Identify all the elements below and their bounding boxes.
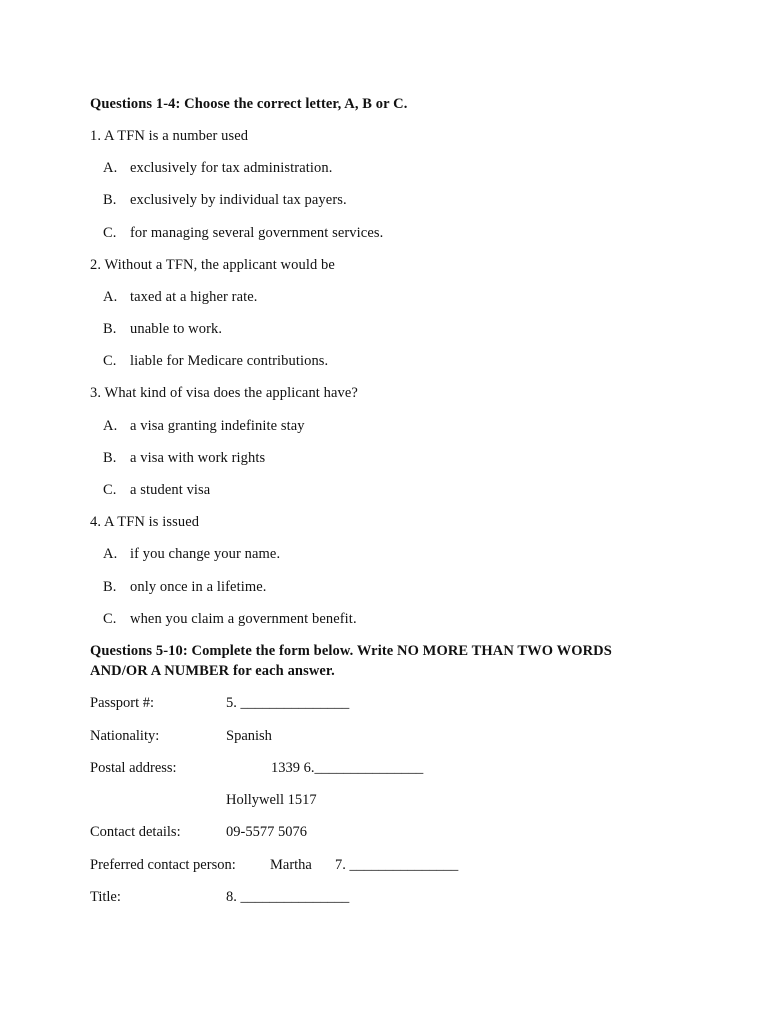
question-2-stem: 2. Without a TFN, the applicant would be — [90, 257, 335, 273]
nationality-label: Nationality: — [90, 728, 160, 744]
question-1-option-a: A. exclusively for tax administration. — [103, 160, 333, 176]
question-2-option-a: A. taxed at a higher rate. — [103, 289, 258, 305]
title-answer-blank: 8. _______________ — [226, 889, 350, 905]
question-1-stem: 1. A TFN is a number used — [90, 128, 249, 144]
question-3-stem: 3. What kind of visa does the applicant have? — [90, 385, 358, 401]
preferred-contact-value: Martha — [270, 857, 312, 873]
question-2-option-b: B. unable to work. — [103, 321, 223, 337]
section1-heading: Questions 1-4: Choose the correct letter, A, B or C. — [90, 96, 408, 112]
question-3-option-c: C. a student visa — [103, 482, 211, 498]
postal-address-line2: Hollywell 1517 — [226, 792, 317, 808]
title-label: Title: — [90, 889, 121, 905]
question-3-option-a: A. a visa granting indefinite stay — [103, 418, 305, 434]
question-4-option-a: A. if you change your name. — [103, 546, 281, 562]
contact-details-value: 09-5577 5076 — [226, 824, 307, 840]
question-4-option-c: C. when you claim a government benefit. — [103, 611, 357, 627]
question-3-option-b: B. a visa with work rights — [103, 450, 266, 466]
preferred-contact-label: Preferred contact person: — [90, 857, 236, 873]
passport-label: Passport #: — [90, 695, 155, 711]
question-1-option-c: C. for managing several government services. — [103, 225, 384, 241]
section2-heading-line1: Questions 5-10: Complete the form below. Write NO MORE THAN TWO WORDS — [90, 643, 612, 659]
contact-details-label: Contact details: — [90, 824, 181, 840]
section2-heading-line2: AND/OR A NUMBER for each answer. — [90, 663, 335, 679]
question-4-option-b: B. only once in a lifetime. — [103, 579, 267, 595]
nationality-value: Spanish — [226, 728, 272, 744]
question-4-stem: 4. A TFN is issued — [90, 514, 200, 530]
passport-answer-blank: 5. _______________ — [226, 695, 350, 711]
postal-address-label: Postal address: — [90, 760, 177, 776]
postal-address-line1: 1339 6._______________ — [271, 760, 424, 776]
question-2-option-c: C. liable for Medicare contributions. — [103, 353, 329, 369]
preferred-contact-answer-blank: 7. _______________ — [335, 857, 459, 873]
question-1-option-b: B. exclusively by individual tax payers. — [103, 192, 347, 208]
